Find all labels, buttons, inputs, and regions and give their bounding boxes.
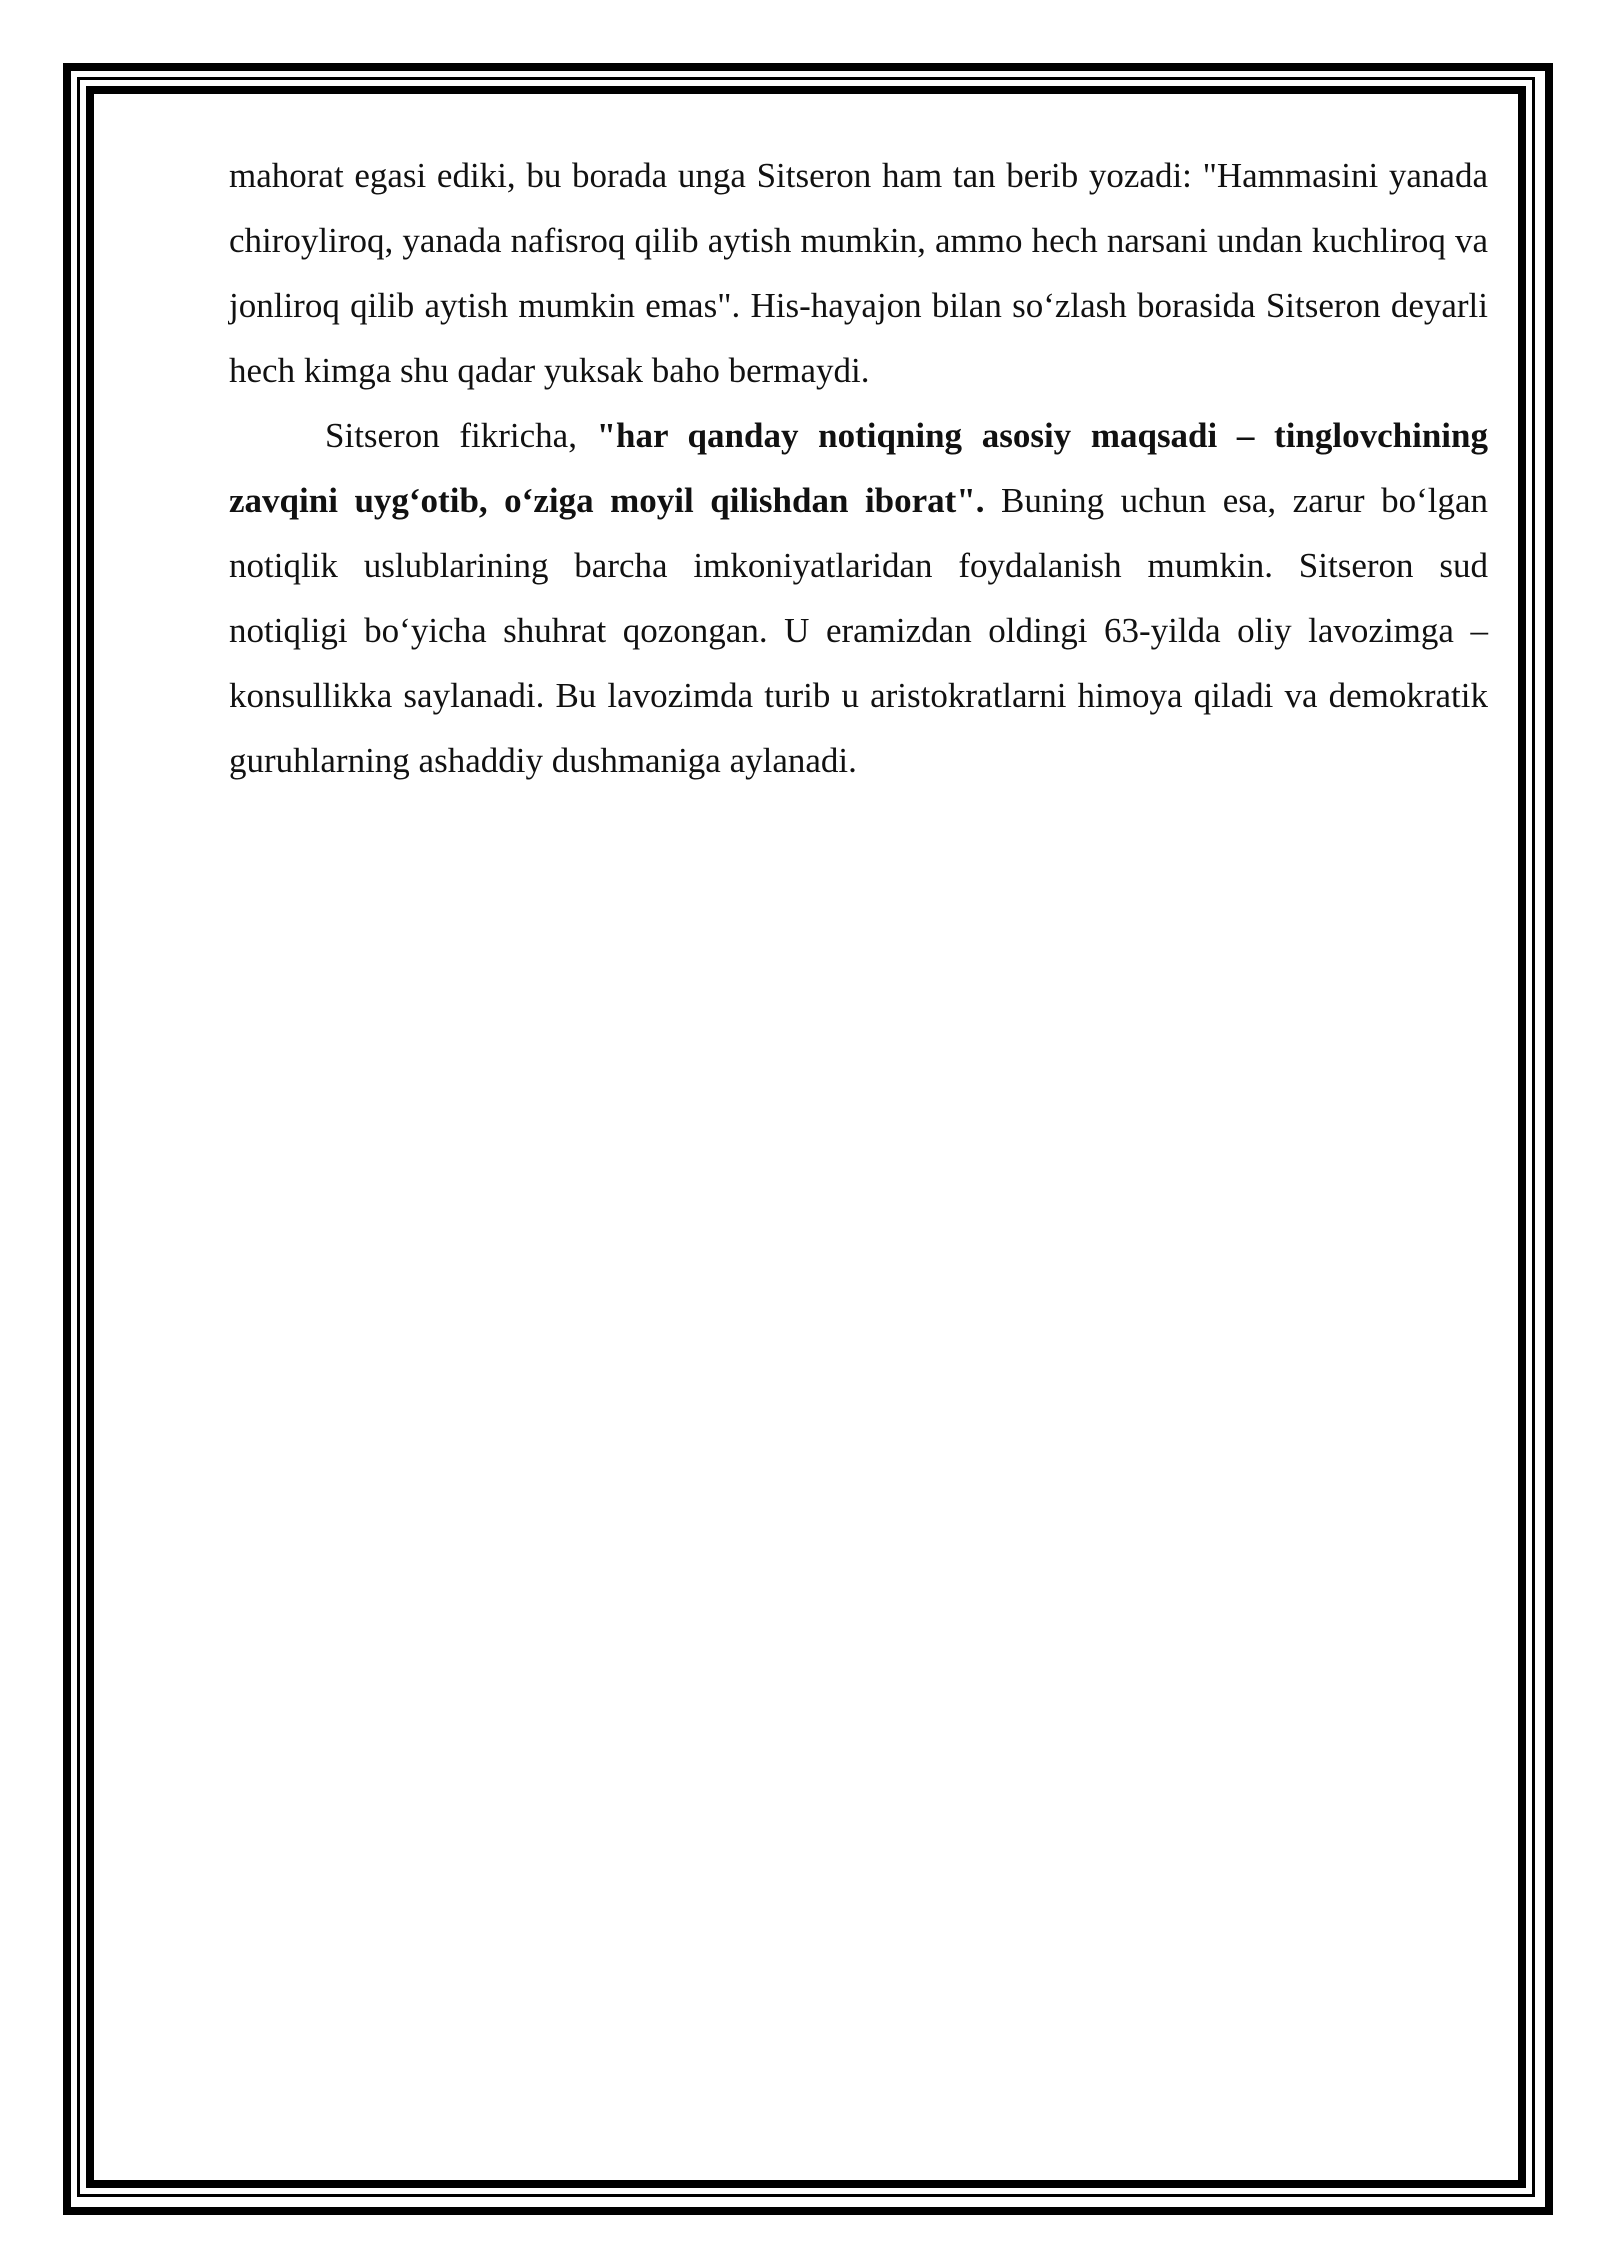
paragraph-2-lead: Sitseron fikricha, (325, 416, 597, 455)
paragraph-2-rest: Buning uchun esa, zarur bo‘lgan notiqlik uslublarining barcha imkoniyatlaridan foydalanish mumkin. Sitseron sud notiqligi bo‘yicha shuhrat qozongan. U eramizdan oldingi 63-yilda oliy lavozimga – konsullikka saylanadi. Bu lavozimda turib u aristokratlarni himoya qiladi va demokratik guruhlarning ashaddiy dushmaniga aylanadi. (229, 481, 1488, 780)
paragraph-2-bold-quote: "har qanday notiqning asosiy maqsadi – tinglovchining zavqini uyg‘otib, o‘ziga moyil qilishdan iborat". (229, 416, 1488, 520)
document-body (229, 143, 1488, 793)
paragraph-2 (229, 403, 1488, 793)
paragraph-1: mahorat egasi ediki, bu borada unga Sitseron ham tan berib yozadi: "Hammasini yanada chiroyliroq, yanada nafisroq qilib aytish mumkin, ammo hech narsani undan kuchliroq va jonliroq qilib aytish mumkin emas". His-hayajon bilan so‘zlash borasida Sitseron deyarli hech kimga shu qadar yuksak baho bermaydi. (229, 156, 1488, 390)
